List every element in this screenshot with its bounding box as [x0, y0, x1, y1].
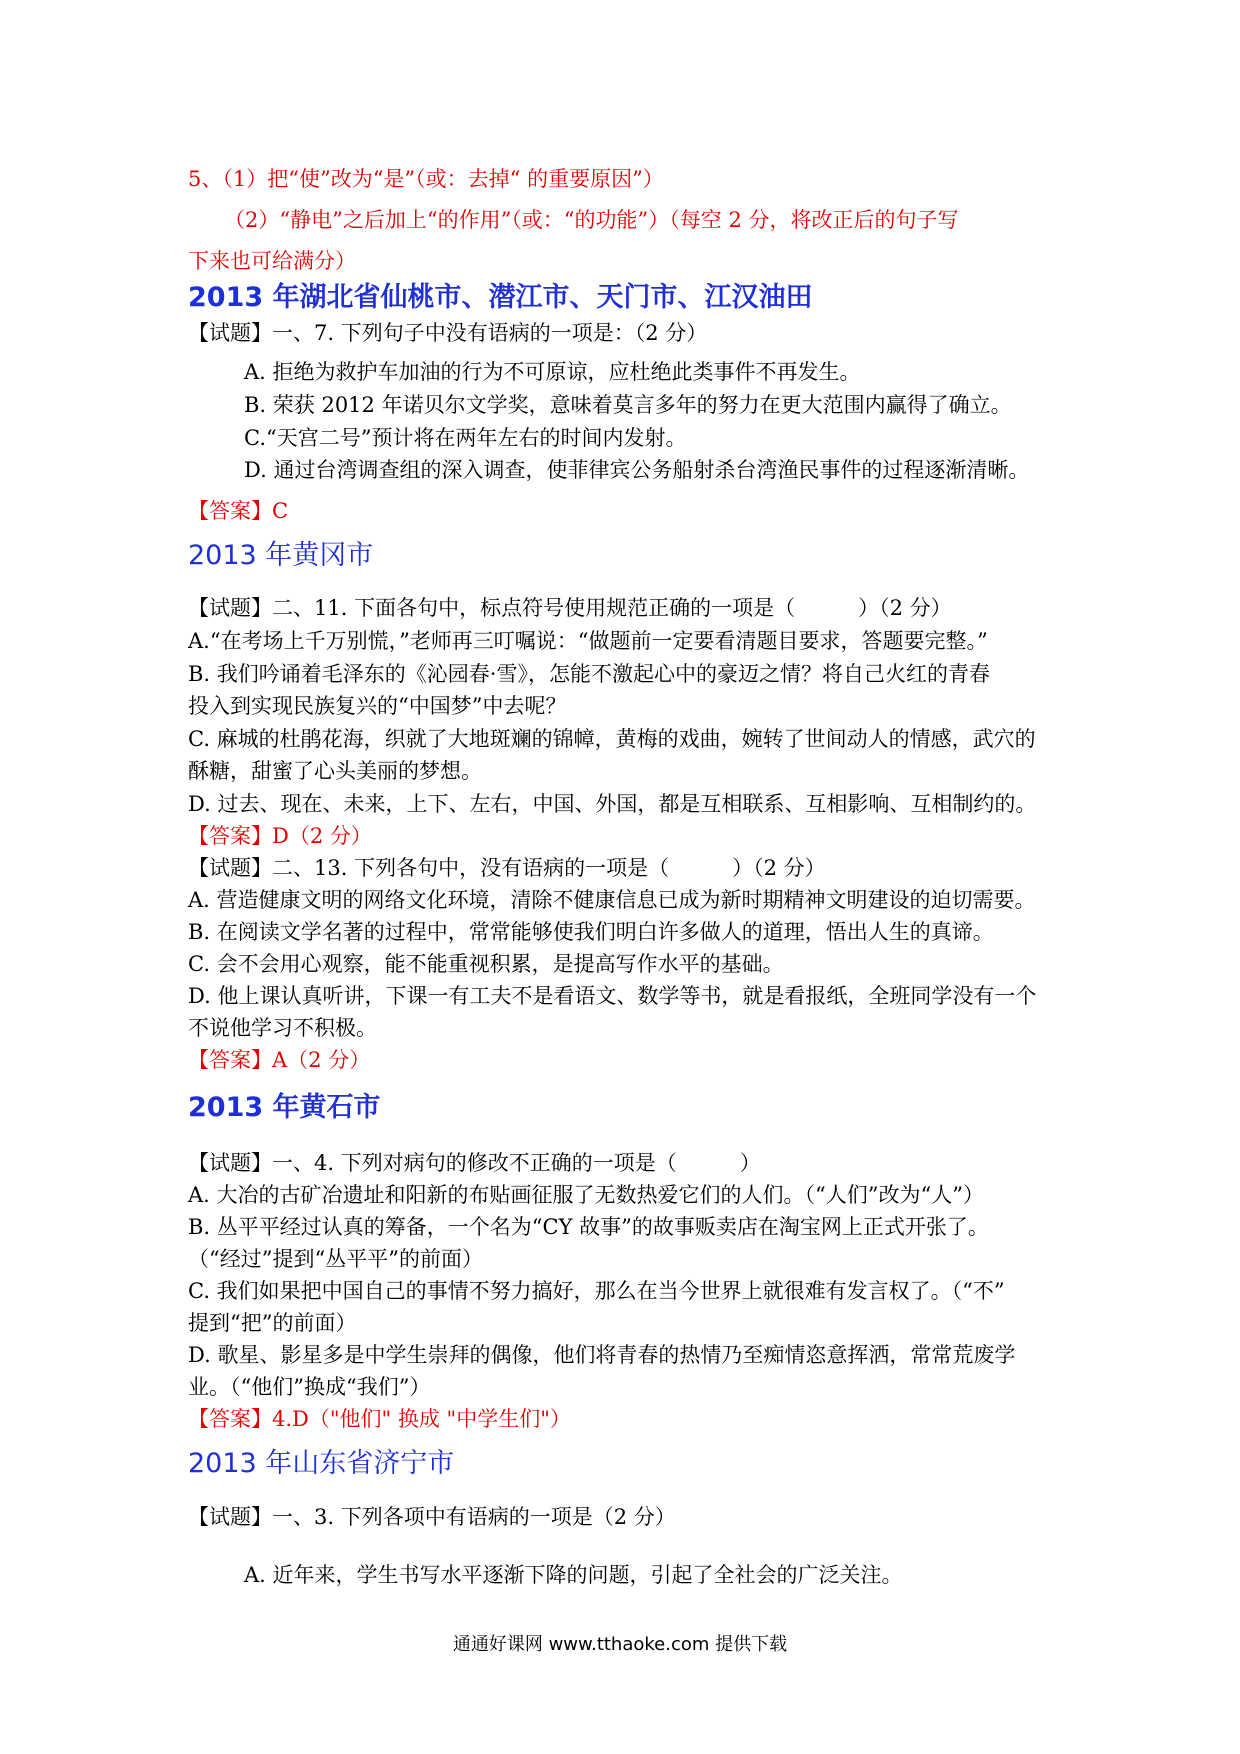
question-tag: 【试题】 [188, 596, 272, 620]
option-line: D. 过去、现在、未来，上下、左右，中国、外国，都是互相联系、互相影响、互相制约的。 [188, 792, 1037, 816]
answer-line: （2）“静电”之后加上“的作用”（或：“的功能”）（每空 2 分，将改正后的句子写 [224, 208, 959, 232]
option-line: B. 荣获 2012 年诺贝尔文学奖，意味着莫言多年的努力在更大范围内赢得了确立。 [244, 393, 1012, 417]
option-line: 酥糖，甜蜜了心头美丽的梦想。 [188, 759, 482, 783]
answer-line: 5、（1）把“使”改为“是”（或：去掉“ 的重要原因”） [188, 167, 664, 191]
answer-line [188, 496, 288, 526]
question-tag: 【试题】 [188, 321, 272, 345]
option-line: B. 我们吟诵着毛泽东的《沁园春·雪》，怎能不激起心中的豪迈之情？将自己火红的青春 [188, 662, 990, 686]
question-text: 二、13. 下列各句中，没有语病的一项是（ ）（2 分） [272, 856, 826, 880]
answer-tag: 【答案】 [188, 499, 272, 523]
option-line: （“经过”提到“丛平平”的前面） [188, 1247, 483, 1271]
answer-line: 下来也可给满分） [188, 249, 356, 273]
option-line: 业。（“他们”换成“我们”） [188, 1375, 431, 1399]
option-line: 不说他学习不积极。 [188, 1016, 377, 1040]
section-heading: 2013 年黄冈市 [188, 540, 374, 571]
option-line: D. 他上课认真听讲，下课一有工夫不是看语文、数学等书，就是看报纸，全班同学没有一个 [188, 984, 1037, 1008]
question-text: 一、4. 下列对病句的修改不正确的一项是（ ） [272, 1151, 761, 1175]
answer-line [188, 1404, 571, 1434]
option-line: A. 大冶的古矿冶遗址和阳新的布贴画征服了无数热爱它们的人们。（“人们”改为“人”） [188, 1183, 984, 1207]
option-line: C. 会不会用心观察，能不能重视积累，是提高写作水平的基础。 [188, 952, 784, 976]
question-tag: 【试题】 [188, 856, 272, 880]
answer-text: 4.D（"他们" 换成 "中学生们"） [272, 1407, 571, 1431]
answer-tag: 【答案】 [188, 824, 272, 848]
option-line: C.“天宫二号”预计将在两年左右的时间内发射。 [244, 426, 687, 450]
option-line: D. 歌星、影星多是中学生崇拜的偶像，他们将青春的热情乃至痴情恣意挥洒，常常荒废学 [188, 1343, 1016, 1367]
section-heading: 2013 年湖北省仙桃市、潜江市、天门市、江汉油田 [188, 282, 813, 313]
answer-text: D（2 分） [272, 824, 372, 848]
answer-tag: 【答案】 [188, 1048, 272, 1072]
question-text: 一、7. 下列句子中没有语病的一项是：（2 分） [272, 321, 708, 345]
question-line [188, 318, 707, 348]
question-text: 一、3. 下列各项中有语病的一项是（2 分） [272, 1505, 676, 1529]
question-tag: 【试题】 [188, 1505, 272, 1529]
option-line: 提到“把”的前面） [188, 1311, 357, 1335]
question-text: 二、11. 下面各句中，标点符号使用规范正确的一项是（ ）（2 分） [272, 596, 952, 620]
answer-line [188, 1045, 370, 1075]
option-line: D. 通过台湾调查组的深入调查，使菲律宾公务船射杀台湾渔民事件的过程逐渐清晰。 [244, 458, 1030, 482]
question-line [188, 853, 826, 883]
page-footer: 通通好课网 www.tthaoke.com 提供下载 [452, 1634, 788, 1655]
option-line: B. 丛平平经过认真的筹备，一个名为“CY 故事”的故事贩卖店在淘宝网上正式开张了。 [188, 1215, 989, 1239]
answer-line [188, 821, 372, 851]
answer-text: A（2 分） [272, 1048, 371, 1072]
question-line [188, 1502, 676, 1532]
option-line: 投入到实现民族复兴的“中国梦”中去呢？ [188, 694, 567, 718]
section-heading: 2013 年山东省济宁市 [188, 1448, 455, 1479]
option-line: A. 营造健康文明的网络文化环境，清除不健康信息已成为新时期精神文明建设的迫切需要。 [188, 888, 1036, 912]
option-line: A. 近年来，学生书写水平逐渐下降的问题，引起了全社会的广泛关注。 [244, 1563, 903, 1587]
option-line: A.“在考场上千万别慌，”老师再三叮嘱说：“做题前一定要看清题目要求，答题要完整。” [188, 629, 988, 653]
answer-tag: 【答案】 [188, 1407, 272, 1431]
answer-text: C [272, 499, 289, 523]
question-line [188, 593, 952, 623]
section-heading: 2013 年黄石市 [188, 1092, 381, 1123]
option-line: C. 麻城的杜鹃花海，织就了大地斑斓的锦幛，黄梅的戏曲，婉转了世间动人的情感，武穴的 [188, 727, 1036, 751]
option-line: C. 我们如果把中国自己的事情不努力搞好，那么在当今世界上就很难有发言权了。（“不” [188, 1279, 1005, 1303]
option-line: B. 在阅读文学名著的过程中，常常能够使我们明白许多做人的道理，悟出人生的真谛。 [188, 920, 994, 944]
question-line [188, 1148, 761, 1178]
option-line: A. 拒绝为救护车加油的行为不可原谅，应杜绝此类事件不再发生。 [244, 360, 861, 384]
question-tag: 【试题】 [188, 1151, 272, 1175]
